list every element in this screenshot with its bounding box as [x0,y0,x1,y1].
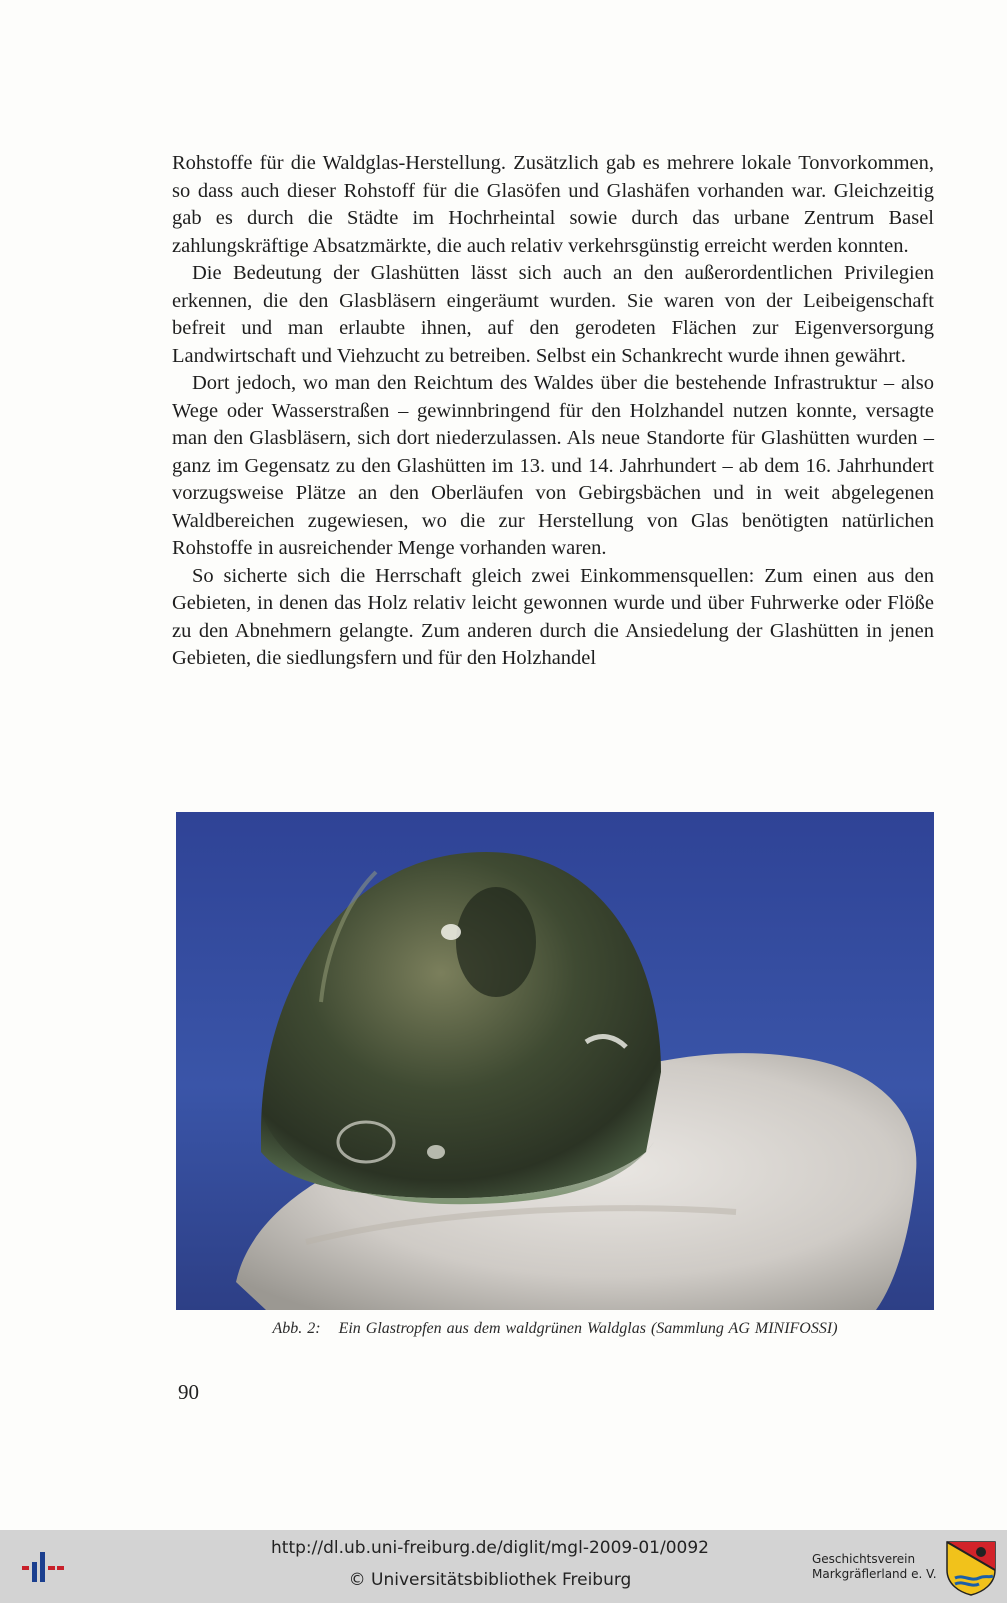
figure-label: Abb. 2: [272,1320,321,1337]
society-name-line-2: Markgräflerland e. V. [812,1567,937,1581]
paragraph-3: Dort jedoch, wo man den Reichtum des Waldes über die bestehende Infrastruktur – also Wege oder Wasserstraßen – gewinnbringend für den Holzhandel nutzen konnte, versagte man den Glasbläsern, sich dort niederzulassen. Als neue Standorte für Glashütten wurden – ganz im Gegensatz zu den Glashütten im 13. und 14. Jahrhundert – ab dem 16. Jahrhundert vorzugsweise Plätze an den Oberläufen von Gebirgsbächen und in weit abgelegenen Waldbereichen zugewiesen, wo die zur Herstellung von Glas benötigten natürlichen Rohstoffe in ausreichender Menge vorhanden waren. [172,372,934,559]
paragraph-1: Rohstoffe für die Waldglas-Herstellung. Zusätzlich gab es mehrere lokale Tonvorkommen, so dass auch dieser Rohstoff für die Glasöfen und Glashäfen vorhanden war. Gleichzeitig gab es durch die Städte im Hochrheintal sowie durch das urbane Zentrum Basel zahlungskräftige Absatzmärkte, die auch relativ verkehrsgünstig erreicht werden konnten. [172,152,934,257]
page-number: 90 [178,1380,199,1404]
society-name-line-1: Geschichtsverein [812,1552,916,1566]
copyright-text: © Universitätsbibliothek Freiburg [348,1570,632,1590]
footer-bar [0,1530,1007,1603]
figure-caption-text: Ein Glastropfen aus dem waldgrünen Waldglas (Sammlung AG MINIFOSSI) [338,1320,838,1337]
figure-caption [176,1320,934,1338]
coat-of-arms-icon [945,1540,997,1596]
body-text [172,150,934,673]
paragraph-2: Die Bedeutung der Glashütten lässt sich auch an den außerordentlichen Privilegien erkennen, die den Glasbläsern eingeräumt wurden. Sie waren von der Leibeigenschaft befreit und man erlaubte ihnen, auf den gerodeten Flächen zur Eigenversorgung Landwirtschaft und Viehzucht zu betreiben. Selbst ein Schankrecht wurde ihnen gewährt. [172,262,934,367]
paragraph-4: So sicherte sich die Herrschaft gleich zwei Einkommensquellen: Zum einen aus den Gebieten, in denen das Holz relativ leicht gewonnen wurde und über Fuhrwerke oder Flöße zu den Abnehmern gelangte. Zum anderen durch die Ansiedelung der Glashütten in jenen Gebieten, die siedlungsfern und für den Holzhandel [172,564,934,669]
society-name [812,1552,952,1582]
glass-drop-photo [176,812,934,1310]
ub-freiburg-logo-icon[interactable] [22,1550,64,1586]
source-url-link[interactable]: http://dl.ub.uni-freiburg.de/diglit/mgl-2009-01/0092 [271,1538,709,1558]
